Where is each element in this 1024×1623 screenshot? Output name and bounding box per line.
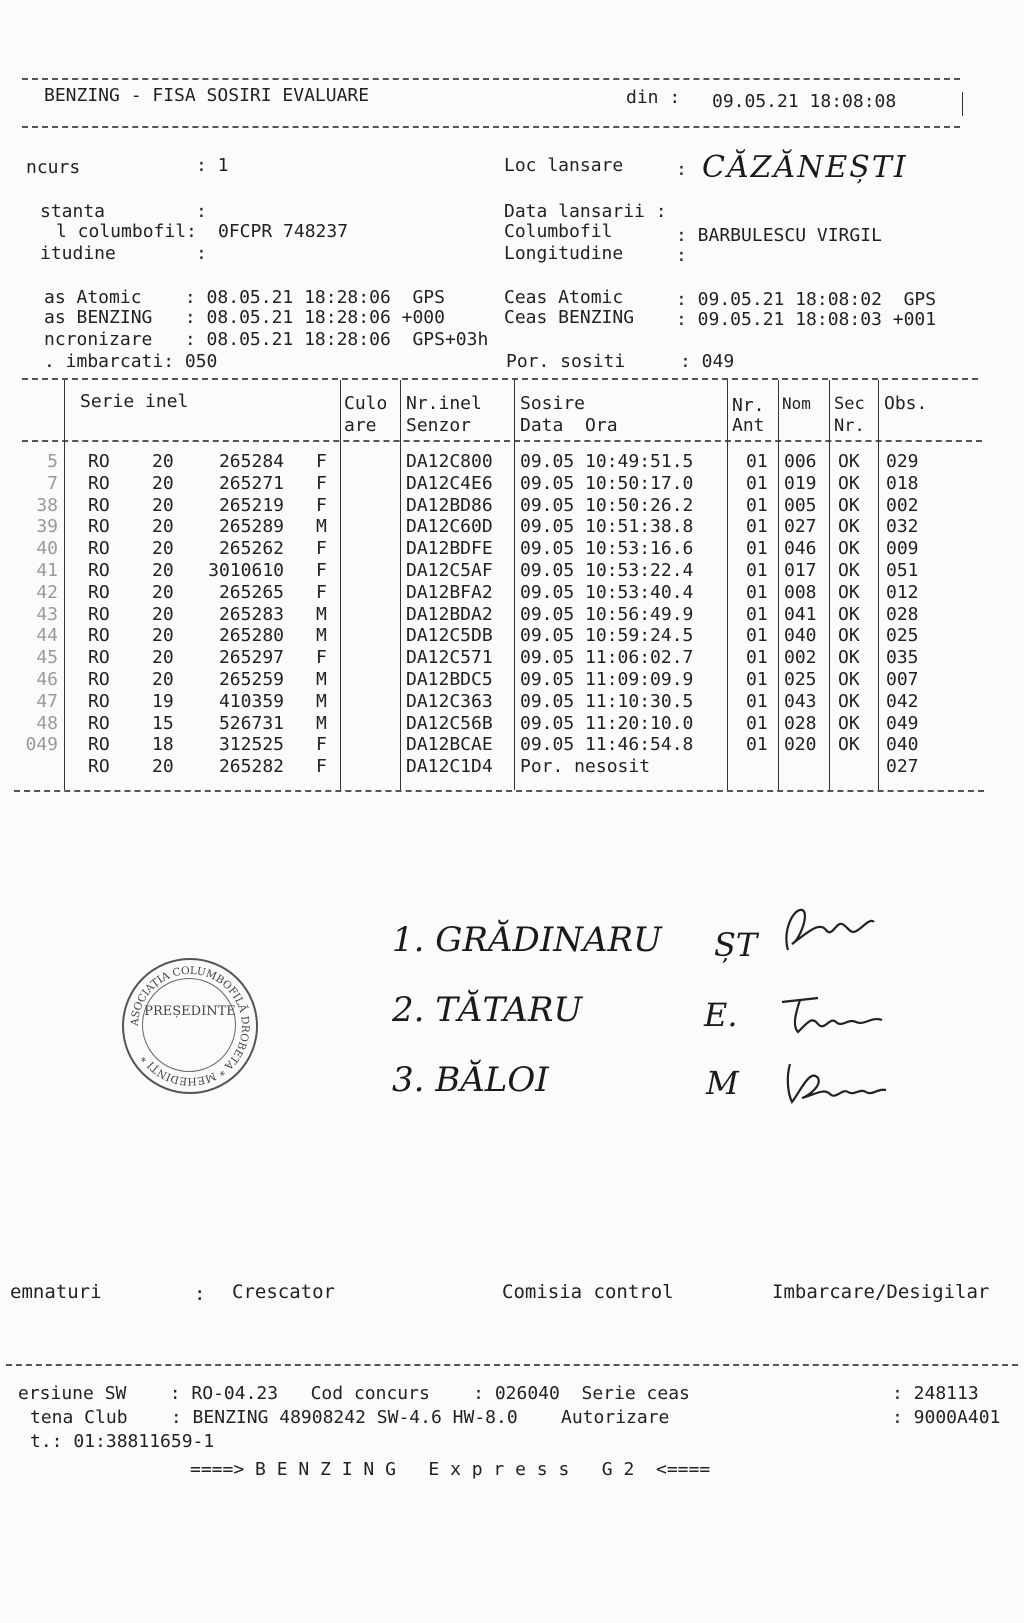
cell-obs: 002 [886,495,919,516]
cell-ant: 01 [746,495,768,516]
columbofil-label: Columbofil [504,221,613,242]
cell-index: 45 [36,647,58,668]
header-right-bar [962,92,963,116]
cell-index: 46 [36,669,58,690]
latitudine-label: itudine [40,243,116,264]
cell-sensor: DA12BDFE [406,538,493,559]
cell-sec: OK [838,451,860,472]
cell-sensor: DA12C363 [406,691,493,712]
th-nom: Nom [782,394,811,413]
th-sosire-1: Sosire [520,393,586,414]
cell-sex: M [316,604,327,625]
cell-sec: OK [838,560,860,581]
cell-ring-number: 410359 [218,691,284,712]
cell-sex: M [316,516,327,537]
antena-number: t.: 01:38811659-1 [30,1431,215,1452]
cell-sensor: DA12C4E6 [406,473,493,494]
cell-sex: F [316,451,327,472]
th-serie-inel: Serie inel [80,391,189,412]
cell-year: 20 [152,625,174,646]
cell-sensor: DA12BFA2 [406,582,493,603]
cell-index: 42 [36,582,58,603]
cell-sex: F [316,756,327,777]
th-nrinel-1: Nr.inel [406,393,482,414]
cell-sensor: DA12C56B [406,713,493,734]
th-nrant-2: Ant [732,415,765,436]
cell-sec: OK [838,669,860,690]
cell-ant: 01 [746,516,768,537]
cell-ant: 01 [746,473,768,494]
cell-obs: 032 [886,516,919,537]
cell-obs: 040 [886,734,919,755]
col-sep-nrant [727,380,728,790]
cell-obs: 012 [886,582,919,603]
cell-year: 20 [152,538,174,559]
signature-initial-2: E. [704,996,738,1034]
cell-ant: 01 [746,713,768,734]
cell-nom: 017 [784,560,817,581]
cell-ring-number: 265259 [218,669,284,690]
data-lansarii-label: Data lansarii : [504,201,667,222]
cell-ring-number: 265289 [218,516,284,537]
cell-ant: 01 [746,582,768,603]
autorizare-value: : 9000A401 [892,1407,1001,1428]
cell-ring-number: 265271 [218,473,284,494]
cell-obs: 051 [886,560,919,581]
sincronizare: ncronizare : 08.05.21 18:28:06 GPS+03h [44,329,489,350]
imbarcati: . imbarcati: 050 [44,351,218,372]
loc-lansare-handwritten: CĂZĂNEȘTI [702,150,908,185]
cell-country: RO [88,604,110,625]
stamp-inner-circle [142,978,236,1072]
cell-sec: OK [838,538,860,559]
cell-arrival: 09.05 11:46:54.8 [520,734,694,755]
stamp-center-text: PREȘEDINTE [144,1004,236,1019]
cell-nom: 043 [784,691,817,712]
cell-arrival: 09.05 10:50:26.2 [520,495,694,516]
th-obs: Obs. [884,393,928,414]
columbofil-value: : BARBULESCU VIRGIL [676,225,882,246]
cell-year: 20 [152,473,174,494]
cell-arrival: 09.05 11:10:30.5 [520,691,694,712]
cell-nom: 028 [784,713,817,734]
cell-sec: OK [838,625,860,646]
cell-sex: F [316,582,327,603]
cell-ant: 01 [746,604,768,625]
cell-ant: 01 [746,734,768,755]
cell-country: RO [88,451,110,472]
cell-sec: OK [838,713,860,734]
cell-year: 18 [152,734,174,755]
table-header-rule [22,440,982,442]
signature-initial-1: ȘT [714,926,758,964]
col-sep-index [64,380,65,790]
longitudine-label: Longitudine [504,243,624,264]
cell-sec: OK [838,495,860,516]
concurs-value: : 1 [196,155,229,176]
cell-sex: M [316,625,327,646]
cell-year: 19 [152,691,174,712]
cell-arrival: 09.05 11:06:02.7 [520,647,694,668]
cell-arrival: 09.05 10:53:22.4 [520,560,694,581]
header-bottom-rule [22,126,960,128]
cell-obs: 009 [886,538,919,559]
cell-obs: 018 [886,473,919,494]
cell-index: 5 [47,451,58,472]
signature-initial-3: M [706,1064,739,1102]
imbarcare-desigilare-label: Imbarcare/Desigilar [772,1281,990,1303]
cell-nom: 041 [784,604,817,625]
cell-obs: 042 [886,691,919,712]
cell-country: RO [88,582,110,603]
ceas-benzing-left: as BENZING : 08.05.21 18:28:06 +000 [44,307,445,328]
cell-index: 39 [36,516,58,537]
col-sep-obs [878,380,879,790]
cell-sensor: DA12C571 [406,647,493,668]
cell-arrival: 09.05 10:59:24.5 [520,625,694,646]
cell-ring-number: 3010610 [208,560,284,581]
cell-sensor: DA12C5DB [406,625,493,646]
cell-country: RO [88,560,110,581]
cell-sensor: DA12C60D [406,516,493,537]
concurs-label: ncurs [26,157,81,178]
cell-year: 20 [152,604,174,625]
cell-country: RO [88,625,110,646]
cell-country: RO [88,516,110,537]
cell-index: 48 [36,713,58,734]
cell-obs: 035 [886,647,919,668]
th-culoare-1: Culo [344,393,388,414]
cell-ring-number: 312525 [218,734,284,755]
footer-rule [6,1364,1018,1366]
cell-sex: M [316,691,327,712]
cell-sex: F [316,560,327,581]
cell-arrival: 09.05 11:09:09.9 [520,669,694,690]
cell-nom: 019 [784,473,817,494]
cell-sex: M [316,713,327,734]
cell-index: 43 [36,604,58,625]
cell-nom: 008 [784,582,817,603]
cell-ant: 01 [746,451,768,472]
cell-nom: 020 [784,734,817,755]
th-sec-2: Nr. [834,416,865,436]
cell-ant: 01 [746,538,768,559]
cell-sex: F [316,647,327,668]
cell-sensor: DA12BDC5 [406,669,493,690]
nr-columbofil-label: l columbofil: [56,221,197,242]
cell-sec: OK [838,473,860,494]
serie-ceas-value: : 248113 [892,1383,979,1404]
col-sep-sosire [514,380,515,790]
col-sep-culoare [340,380,341,790]
th-sec-1: Sec [834,394,865,414]
cell-year: 20 [152,669,174,690]
signature-scribble-1 [780,900,880,960]
cell-obs: 025 [886,625,919,646]
comisia-control-label: Comisia control [502,1281,674,1303]
cell-index: 7 [47,473,58,494]
cell-nom: 025 [784,669,817,690]
col-sep-nrinel [400,380,401,790]
cell-year: 20 [152,495,174,516]
cell-obs: 007 [886,669,919,690]
cell-sec: OK [838,691,860,712]
cell-sex: M [316,669,327,690]
col-sep-nom [778,380,779,790]
cell-index: 41 [36,560,58,581]
ceas-atomic-right-value: : 09.05.21 18:08:02 GPS [676,289,937,310]
cell-nom: 002 [784,647,817,668]
sositi-value: : 049 [680,351,735,372]
cell-country: RO [88,538,110,559]
cell-country: RO [88,691,110,712]
th-nrant-1: Nr. [732,395,765,416]
cell-arrival: 09.05 10:56:49.9 [520,604,694,625]
cell-index: 38 [36,495,58,516]
cell-sex: F [316,538,327,559]
sositi-label: Por. sositi [506,351,626,372]
committee-name-3: 3. BĂLOI [392,1060,549,1100]
cell-country: RO [88,473,110,494]
cell-country: RO [88,756,110,777]
col-sep-sec [829,380,830,790]
cell-nom: 005 [784,495,817,516]
cell-sec: OK [838,516,860,537]
cell-ring-number: 265219 [218,495,284,516]
cell-index: 40 [36,538,58,559]
report-title: BENZING - FISA SOSIRI EVALUARE [44,85,370,106]
cell-arrival: 09.05 10:53:16.6 [520,538,694,559]
cell-ant: 01 [746,647,768,668]
cell-year: 15 [152,713,174,734]
cell-year: 20 [152,560,174,581]
benzing-express-banner: ====> B E N Z I N G E x p r e s s G 2 <==== [190,1459,711,1480]
header-top-rule [22,78,960,80]
cell-nom: 046 [784,538,817,559]
cell-index: 44 [36,625,58,646]
cell-nom: 006 [784,451,817,472]
cell-country: RO [88,495,110,516]
committee-name-2: 2. TĂTARU [392,990,583,1030]
nr-columbofil-value: 0FCPR 748237 [218,221,349,242]
association-stamp [122,958,258,1094]
cell-year: 20 [152,582,174,603]
signature-scribble-3 [780,1058,890,1112]
cell-country: RO [88,734,110,755]
cell-sex: F [316,734,327,755]
cell-sensor: DA12C1D4 [406,756,493,777]
cell-ring-number: 526731 [218,713,284,734]
cell-index: 049 [25,734,58,755]
cell-arrival: 09.05 11:20:10.0 [520,713,694,734]
cell-arrival: 09.05 10:53:40.4 [520,582,694,603]
cell-ring-number: 265297 [218,647,284,668]
distanta-label: stanta [40,201,106,222]
cell-year: 20 [152,647,174,668]
ceas-atomic-left: as Atomic : 08.05.21 18:28:06 GPS [44,287,445,308]
cell-ant: 01 [746,691,768,712]
cell-sensor: DA12C800 [406,451,493,472]
cell-sec: OK [838,647,860,668]
report-date-value: 09.05.21 18:08:08 [712,91,897,112]
cell-sensor: DA12BDA2 [406,604,493,625]
cell-sex: F [316,495,327,516]
semnaturi-colon: : [194,1283,206,1305]
cell-ring-number: 265284 [218,451,284,472]
ceas-benzing-right-value: : 09.05.21 18:08:03 +001 [676,309,937,330]
semnaturi-label: emnaturi [10,1281,102,1303]
cell-arrival: 09.05 10:49:51.5 [520,451,694,472]
cell-sensor: DA12BCAE [406,734,493,755]
cell-ring-number: 265262 [218,538,284,559]
versiune-sw: ersiune SW : RO-04.23 Cod concurs : 026040 Serie ceas [18,1383,690,1404]
cell-sec: OK [838,604,860,625]
cell-ring-number: 265283 [218,604,284,625]
cell-nom: 040 [784,625,817,646]
cell-sec: OK [838,734,860,755]
cell-index: 47 [36,691,58,712]
cell-year: 20 [152,756,174,777]
cell-obs: 027 [886,756,919,777]
cell-sec: OK [838,582,860,603]
table-top-rule [22,378,978,380]
cell-ring-number: 265265 [218,582,284,603]
longitudine-value: : [676,245,687,266]
cell-year: 20 [152,451,174,472]
cell-country: RO [88,713,110,734]
antena-club: tena Club : BENZING 48908242 SW-4.6 HW-8.0 Autorizare [30,1407,670,1428]
ceas-benzing-right-label: Ceas BENZING [504,307,635,328]
distanta-value: : [196,201,207,222]
cell-ring-number: 265280 [218,625,284,646]
committee-name-1: 1. GRĂDINARU [392,920,662,960]
table-bottom-rule [14,790,984,792]
loc-lansare-colon: : [676,159,687,180]
cell-arrival: Por. nesosit [520,756,651,777]
cell-year: 20 [152,516,174,537]
signature-scribble-2 [778,992,888,1042]
cell-nom: 027 [784,516,817,537]
th-culoare-2: are [344,415,377,436]
th-nrinel-2: Senzor [406,415,472,436]
ceas-atomic-right-label: Ceas Atomic [504,287,624,308]
cell-ring-number: 265282 [218,756,284,777]
cell-obs: 029 [886,451,919,472]
crescator-label: Crescator [232,1281,335,1303]
cell-country: RO [88,669,110,690]
cell-country: RO [88,647,110,668]
cell-arrival: 09.05 10:50:17.0 [520,473,694,494]
cell-ant: 01 [746,669,768,690]
report-date-label: din : [626,87,681,108]
latitudine-value: : [196,243,207,264]
cell-sensor: DA12C5AF [406,560,493,581]
cell-obs: 049 [886,713,919,734]
cell-sensor: DA12BD86 [406,495,493,516]
cell-ant: 01 [746,560,768,581]
cell-sex: F [316,473,327,494]
th-sosire-2: Data Ora [520,415,618,436]
cell-obs: 028 [886,604,919,625]
cell-ant: 01 [746,625,768,646]
cell-arrival: 09.05 10:51:38.8 [520,516,694,537]
loc-lansare-label: Loc lansare [504,155,624,176]
stamp-ring-label: ASOCIAȚIA COLUMBOFILĂ DROBETA * MEHEDINȚI * [128,964,252,1088]
